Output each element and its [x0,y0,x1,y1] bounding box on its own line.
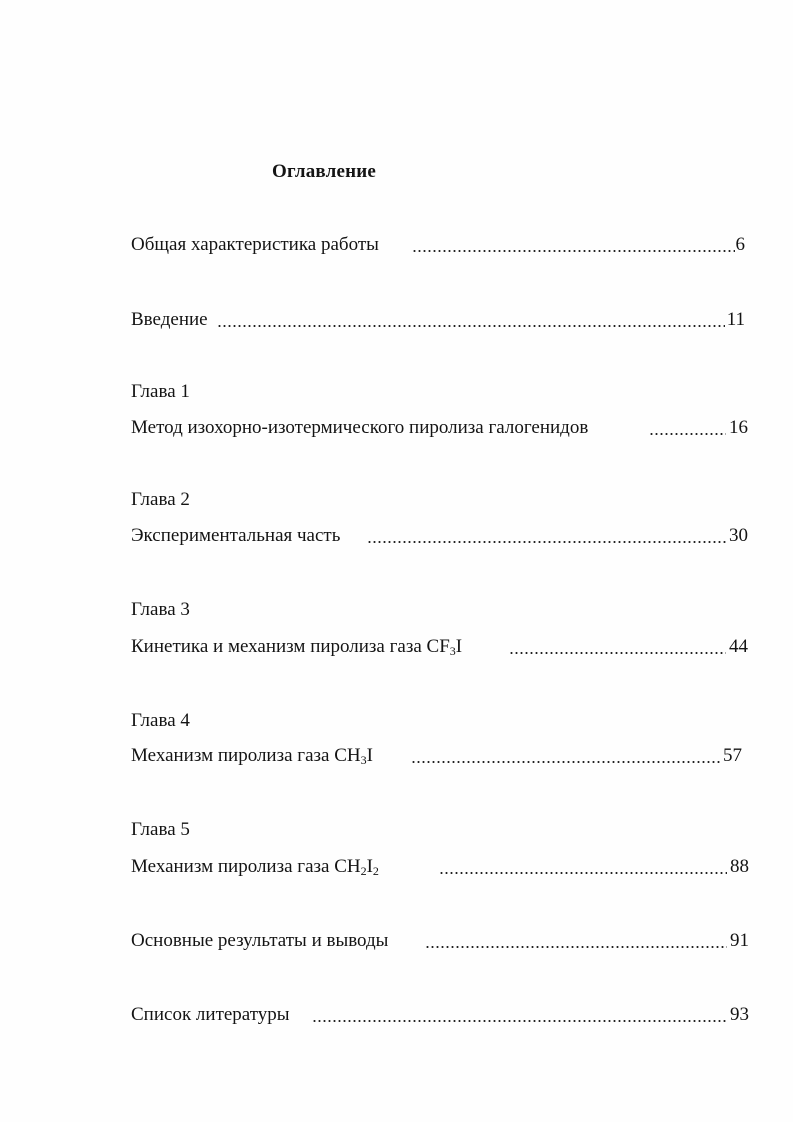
toc-entry-title: Метод изохорно-изотермического пиролиза галогенидов [131,417,589,438]
toc-entry [131,1003,749,1027]
toc-entry [131,635,748,659]
toc-entry [131,929,749,953]
toc-page-number: 88 [730,856,749,877]
toc-entry-title: Кинетика и механизм пиролиза газа $CF_3I$ [131,636,463,658]
chapter-heading: Глава 4 [131,710,190,731]
toc-entry [131,416,748,440]
toc-leader-dots [367,541,726,543]
toc-entry [131,744,742,768]
toc-entry [131,855,749,879]
chapter-heading: Глава 2 [131,489,190,510]
toc-entry [131,308,745,332]
toc-page-number: 93 [730,1004,749,1025]
toc-leader-dots [217,325,725,327]
toc-page-number: 6 [735,234,745,255]
chapter-heading: Глава 1 [131,381,190,402]
toc-leader-dots [411,761,720,763]
toc-leader-dots [649,433,726,435]
chapter-heading: Глава 5 [131,819,190,840]
toc-leader-dots [412,250,735,252]
chapter-heading: Глава 3 [131,599,190,620]
toc-leader-dots [425,946,727,948]
toc-entry-title: Экспериментальная часть [131,525,341,546]
toc-page-number: 11 [726,309,745,330]
toc-page-number: 16 [729,417,748,438]
toc-entry-title: Основные результаты и выводы [131,930,389,951]
toc-entry-title: Введение [131,309,208,330]
toc-page-number: 57 [723,745,742,766]
toc-entry-title: Механизм пиролиза газа $CH_2I_2$ [131,856,379,878]
toc-entry [131,524,748,548]
page-title: Оглавление [272,161,377,182]
toc-entry-title: Список литературы [131,1004,290,1025]
toc-page-number: 30 [729,525,748,546]
toc-entry-title: Механизм пиролиза газа $CH_3I$ [131,745,373,767]
toc-page-number: 91 [730,930,749,951]
toc-entry [131,233,745,257]
toc-entry-title: Общая характеристика работы [131,234,379,255]
toc-leader-dots [439,872,727,874]
toc-leader-dots [312,1020,727,1022]
toc-page-number: 44 [729,636,748,657]
toc-leader-dots [509,652,726,654]
